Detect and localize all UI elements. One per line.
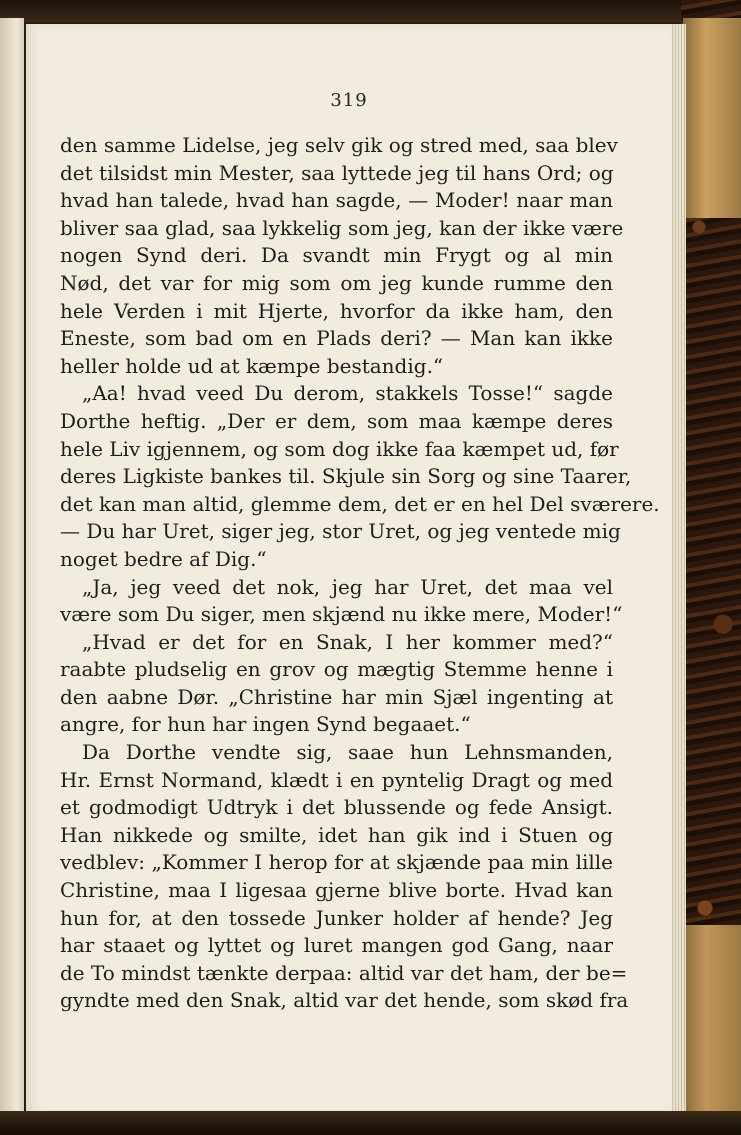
text-line: „Aa! hvad veed Du derom, stakkels Tosse!“ sagde bbox=[82, 381, 613, 406]
text-line: Dorthe heftig. „Der er dem, som maa kæmpe deres bbox=[60, 408, 613, 433]
text-line: — Du har Uret, siger jeg, stor Uret, og jeg ventede mig bbox=[60, 519, 621, 544]
text-line: „Hvad er det for en Snak, I her kommer med?“ bbox=[82, 629, 613, 654]
page-stack-edge bbox=[670, 24, 686, 1114]
text-line: et godmodigt Udtryk i det blussende og fede Ansigt. bbox=[60, 795, 613, 820]
text-line: heller holde ud at kæmpe bestandig.“ bbox=[60, 353, 444, 378]
book-page bbox=[26, 24, 672, 1114]
text-line: „Ja, jeg veed det nok, jeg har Uret, det maa vel bbox=[82, 574, 613, 599]
text-line: være som Du siger, men skjænd nu ikke mere, Moder!“ bbox=[60, 602, 623, 627]
text-line: det tilsidst min Mester, saa lyttede jeg til hans Ord; og bbox=[60, 160, 614, 185]
text-line: Hr. Ernst Normand, klædt i en pyntelig Dragt og med bbox=[60, 767, 613, 792]
text-line: deres Ligkiste bankes til. Skjule sin Sorg og sine Taarer, bbox=[60, 464, 632, 489]
text-line: vedblev: „Kommer I herop for at skjænde paa min lille bbox=[60, 850, 613, 875]
text-line: har staaet og lyttet og luret mangen god Gang, naar bbox=[60, 933, 613, 958]
text-line: hele Verden i mit Hjerte, hvorfor da ikke ham, den bbox=[60, 298, 613, 323]
text-line: Christine, maa I ligesaa gjerne blive borte. Hvad kan bbox=[60, 878, 613, 903]
text-line: hvad han talede, hvad han sagde, — Moder! naar man bbox=[60, 188, 613, 213]
binding-edge-bottom bbox=[0, 1111, 741, 1135]
page-number: 319 bbox=[330, 90, 368, 111]
text-line: Da Dorthe vendte sig, saae hun Lehnsmanden, bbox=[82, 740, 613, 765]
text-line: Nød, det var for mig som om jeg kunde rumme den bbox=[60, 270, 613, 295]
cover-corner-top bbox=[683, 18, 741, 218]
text-line: den aabne Dør. „Christine har min Sjæl ingenting at bbox=[60, 684, 613, 709]
text-line: noget bedre af Dig.“ bbox=[60, 546, 267, 571]
text-line: hele Liv igjennem, og som dog ikke faa kæmpet ud, før bbox=[60, 436, 619, 461]
cover-corner-bottom bbox=[683, 925, 741, 1115]
text-line: de To mindst tænkte derpaa: altid var det ham, der be= bbox=[60, 960, 628, 985]
text-line: bliver saa glad, saa lykkelig som jeg, kan der ikke være bbox=[60, 215, 624, 240]
text-line: Han nikkede og smilte, idet han gik ind i Stuen og bbox=[60, 822, 613, 847]
text-line: Eneste, som bad om en Plads deri? — Man kan ikke bbox=[60, 326, 613, 351]
text-line: angre, for hun har ingen Synd begaaet.“ bbox=[60, 712, 471, 737]
text-line: nogen Synd deri. Da svandt min Frygt og al min bbox=[60, 243, 613, 268]
previous-page-edge bbox=[0, 18, 24, 1116]
text-line: det kan man altid, glemme dem, det er en hel Del sværere. bbox=[60, 491, 660, 516]
text-line: hun for, at den tossede Junker holder af hende? Jeg bbox=[60, 905, 613, 930]
page-text bbox=[60, 132, 660, 1015]
text-line: gyndte med den Snak, altid var det hende, som skød fra bbox=[60, 988, 629, 1013]
binding-edge-top bbox=[0, 0, 741, 22]
text-line: raabte pludselig en grov og mægtig Stemme henne i bbox=[60, 657, 613, 682]
text-line: den samme Lidelse, jeg selv gik og stred med, saa blev bbox=[60, 133, 618, 157]
